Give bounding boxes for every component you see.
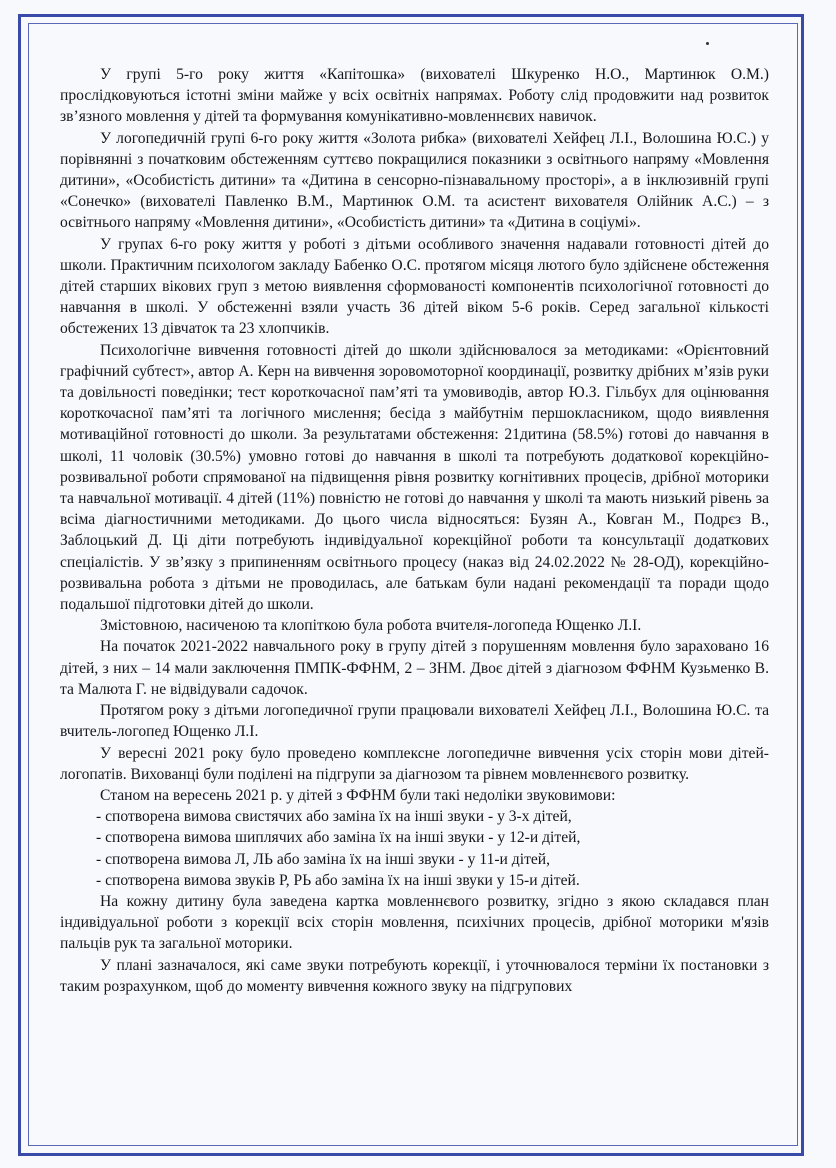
paragraph-september-study: У вересні 2021 року було проведено комплексне логопедичне вивчення усіх сторін мови дітей-логопатів. Вихованці були поділені на підгрупи за діагнозом та рівнем мовленнєвого розвитку.	[60, 744, 769, 783]
list-item: - спотворена вимова звуків Р, РЬ або заміна їх на інші звуки у 15-и дітей.	[96, 871, 580, 889]
paragraph-staff: Протягом року з дітьми логопедичної групи працювали вихователі Хейфец Л.І., Волошина Ю.С. та вчитель-логопед Ющенко Л.І.	[60, 702, 769, 741]
paragraph-speech-therapist: Змістовною, насиченою та клопіткою була робота вчителя-логопеда Ющенко Л.І.	[100, 617, 642, 635]
paragraph-deficits-intro: Станом на вересень 2021 р. у дітей з ФФНМ були такі недоліки звуковимови:	[100, 786, 616, 804]
list-item: - спотворена вимова свистячих або заміна їх на інші звуки - у 3-х дітей,	[96, 808, 572, 826]
paragraph-enrollment: На початок 2021-2022 навчального року в групу дітей з порушенням мовлення було зараховано 16 дітей, з них – 14 мали заключення ПМПК-ФФНМ, 2 – ЗНМ. Двоє дітей з діагнозом ФФНМ Кузьменко В. та Малюта Г. не відвідували садочок.	[60, 638, 769, 698]
paragraph-psychological-study: Психологічне вивчення готовності дітей до школи здійснювалося за методиками: «Орієнтовний графічний субтест», автор А. Керн на вивчення зоровомоторної координації, розвитку дрібних м’язів руки та довільності поведінки; тест короткочасної пам’яті та умовиводів, автор Ю.З. Гільбух для оцінювання короткочасної пам’яті та логічного мислення; бесіда з майбутнім першокласником, щодо виявлення мотиваційної готовності до школи. За результатами обстеження: 21дитина (58.5%) готові до навчання в школі, 11 чоловік (30.5%) умовно готові до навчання в школі та потребують додаткової корекційно-розвивальної роботи спрямованої на підвищення рівня розвитку когнітивних процесів, дрібної моторики та навчальної мотивації. 4 дітей (11%) повністю не готові до навчання у школі та мають низький рівень за всіма діагностичними методиками. До цього числа відносяться: Бузян А., Ковган М., Подрєз В., Заблоцький Д. Ці діти потребують індивідуальної корекційної роботи та консультації додаткових спеціалістів. У зв’язку з припиненням освітнього процесу (наказ від 24.02.2022 № 28-ОД), корекційно-розвивальна робота з дітьми не проводилась, але батькам були надані рекомендації та поради щодо подальшої підготовки дітей до школи.	[60, 341, 769, 614]
paragraph-kapitoshka: У групі 5-го року життя «Капітошка» (вихователі Шкуренко Н.О., Мартинюк О.М.) прослідковуються істотні зміни майже у всіх освітніх напрямах. Роботу слід продовжити над розвиток зв’язного мовлення у дітей та формування комунікативно-мовленнєвих навичок.	[60, 66, 769, 126]
paragraph-zolota-rybka: У логопедичній групі 6-го року життя «Золота рибка» (вихователі Хейфец Л.І., Волошина Ю.С.) у порівнянні з початковим обстеженням суттєво покращилися показники з освітнього напряму «Мовлення дитини», «Особистість дитини» та «Дитина в сенсорно-пізнавальному просторі», а в інклюзивній групі «Сонечко» (вихователі Павленко В.М., Мартинюк О.М. та асистент вихователя Олійник А.С.) – з освітнього напряму «Мовлення дитини», «Особистість дитини» та «Дитина в соціумі».	[60, 129, 769, 232]
document-body	[60, 64, 769, 997]
paragraph-plan: У плані зазначалося, які саме звуки потребують корекції, і уточнювалося терміни їх постановки з таким розрахунком, щоб до моменту вивчення кожного звуку на підгрупових	[60, 956, 769, 995]
deficits-list	[60, 806, 769, 891]
paragraph-school-readiness: У групах 6-го року життя у роботі з дітьми особливого значення надавали готовності дітей до школи. Практичним психологом закладу Бабенко О.С. протягом місяця лютого було здійснене обстеження дітей старших вікових груп з метою виявлення сформованості компонентів психологічної готовності до навчання в школі. У обстеженні взяли участь 36 дітей віком 5-6 років. Серед загальної кількості обстежених 13 дівчаток та 23 хлопчиків.	[60, 235, 769, 338]
paragraph-speech-card: На кожну дитину була заведена картка мовленнєвого розвитку, згідно з якою складався план індивідуальної роботи з корекції всіх сторін мовлення, психічних процесів, дрібної моторики м'язів пальців рук та загальної моторики.	[60, 892, 769, 953]
list-item: - спотворена вимова Л, ЛЬ або заміна їх на інші звуки - у 11-и дітей,	[96, 850, 551, 868]
ink-dot	[706, 42, 709, 45]
list-item: - спотворена вимова шиплячих або заміна їх на інші звуки - у 12-и дітей,	[96, 829, 581, 847]
